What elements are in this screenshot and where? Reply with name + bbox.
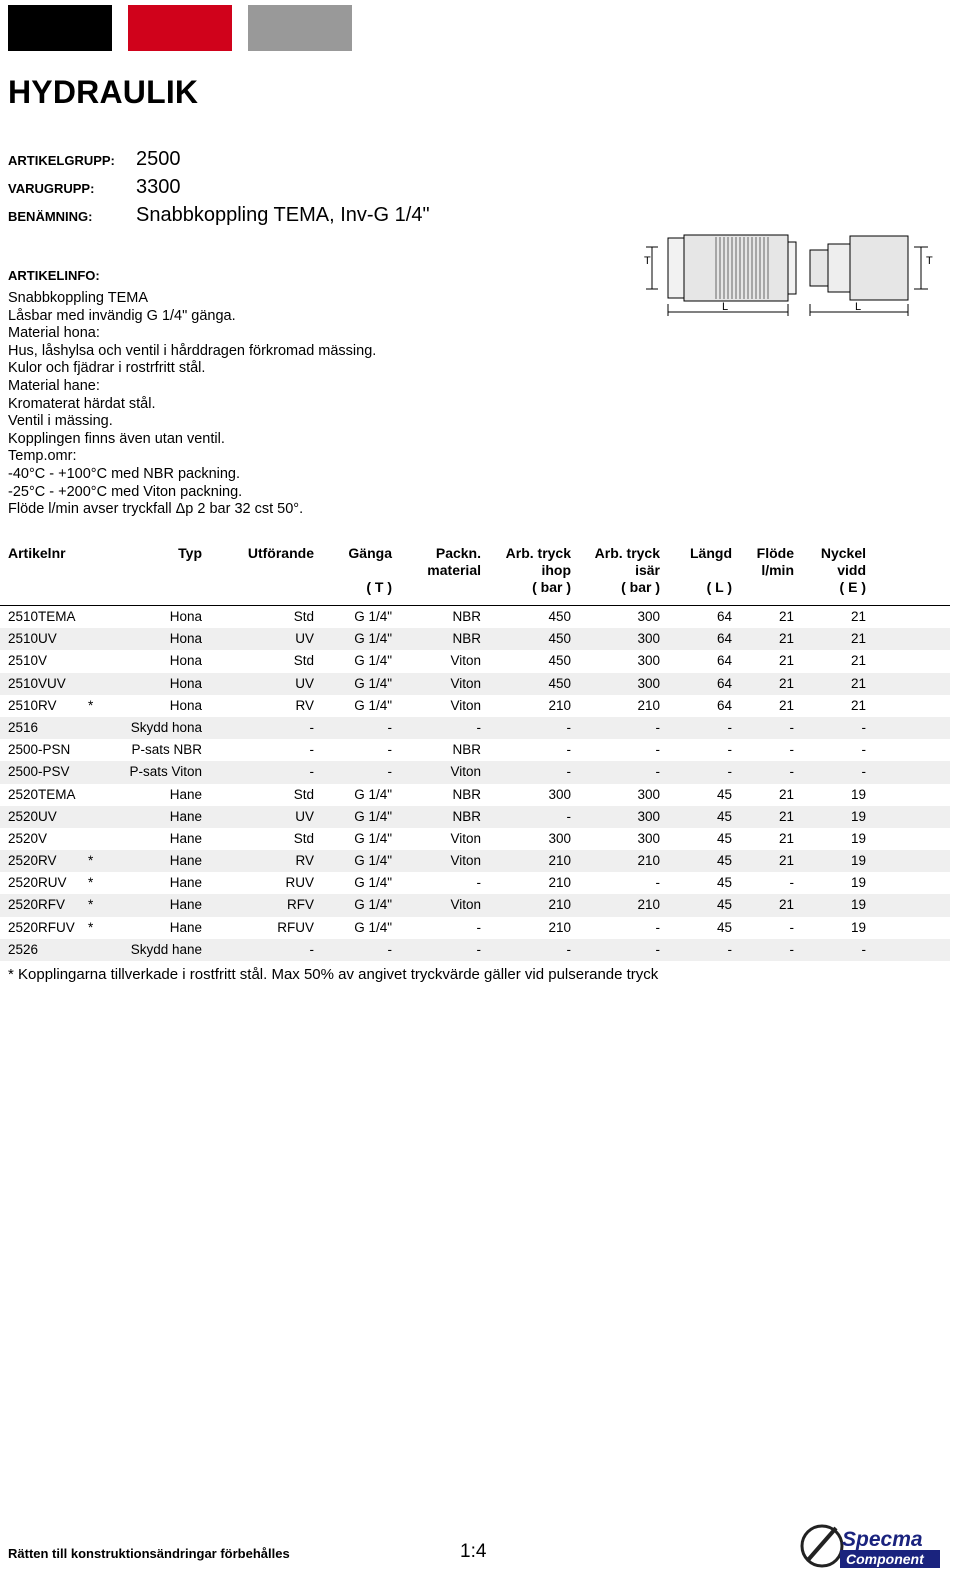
table-cell: 210 xyxy=(637,697,660,713)
table-cell: Hona xyxy=(169,697,202,713)
column-header-line: material xyxy=(427,562,481,578)
table-cell: 64 xyxy=(716,653,732,669)
table-cell: Std xyxy=(293,786,314,802)
meta-varugrupp xyxy=(8,176,181,200)
column-header xyxy=(8,545,66,562)
table-row xyxy=(0,650,950,672)
table-cell: - xyxy=(655,742,660,758)
column-header-line: ( T ) xyxy=(366,579,392,595)
table-cell: 19 xyxy=(850,897,866,913)
table-cell: 2500-PSV xyxy=(8,764,70,780)
table-cell: 64 xyxy=(716,609,732,624)
table-header xyxy=(0,545,950,606)
table-cell: 64 xyxy=(716,631,732,647)
svg-text:Component: Component xyxy=(846,1551,924,1567)
table-cell: Hane xyxy=(169,808,202,824)
table-cell: - xyxy=(309,719,314,735)
table-row xyxy=(0,761,950,783)
table-cell: - xyxy=(789,764,794,780)
table-cell: 300 xyxy=(637,653,660,669)
column-header-line: Utförande xyxy=(247,545,314,561)
table-cell: RV xyxy=(295,697,314,713)
info-line: Kulor och fjädrar i rostrfritt stål. xyxy=(8,360,206,377)
meta-value: 3300 xyxy=(136,176,181,198)
column-header xyxy=(821,545,866,596)
table-cell: UV xyxy=(295,675,314,691)
table-cell: - xyxy=(789,919,794,935)
table-cell: 45 xyxy=(716,786,732,802)
table-cell: 19 xyxy=(850,853,866,869)
table-cell: Std xyxy=(293,830,314,846)
meta-artikelgrupp xyxy=(8,148,181,172)
table-cell: - xyxy=(476,719,481,735)
meta-benamning xyxy=(8,204,430,228)
table-cell: - xyxy=(861,941,866,957)
table-cell: * xyxy=(88,697,94,713)
table-cell: 300 xyxy=(548,786,571,802)
table-cell: Hona xyxy=(169,653,202,669)
table-cell: 300 xyxy=(548,830,571,846)
table-cell: 210 xyxy=(548,919,571,935)
table-cell: Hona xyxy=(169,631,202,647)
table-row xyxy=(0,806,950,828)
column-header xyxy=(506,545,571,596)
svg-text:Specma: Specma xyxy=(842,1528,923,1551)
table-cell: 300 xyxy=(637,786,660,802)
drawing-label-t: T xyxy=(926,255,933,267)
table-cell: Std xyxy=(293,653,314,669)
table-row xyxy=(0,784,950,806)
table-cell: 210 xyxy=(637,853,660,869)
drawing-label-l: L xyxy=(722,301,729,313)
info-line: Kopplingen finns även utan ventil. xyxy=(8,430,225,447)
table-cell: G 1/4" xyxy=(354,631,392,647)
table-cell: - xyxy=(727,742,732,758)
meta-value: 2500 xyxy=(136,148,181,170)
table-cell: 450 xyxy=(548,653,571,669)
table-cell: 45 xyxy=(716,875,732,891)
table-cell: - xyxy=(309,764,314,780)
product-table xyxy=(0,606,950,961)
table-cell: 2510V xyxy=(8,653,48,669)
table-cell: 21 xyxy=(778,697,794,713)
table-cell: 210 xyxy=(548,697,571,713)
table-cell: - xyxy=(861,742,866,758)
table-row xyxy=(0,894,950,916)
specma-logo xyxy=(800,1520,942,1572)
table-cell: RFUV xyxy=(277,919,314,935)
table-cell: 300 xyxy=(637,631,660,647)
table-cell: Hona xyxy=(169,675,202,691)
table-cell: 19 xyxy=(850,786,866,802)
column-header-line: Gänga xyxy=(348,545,392,561)
table-cell: - xyxy=(655,719,660,735)
footnote: * Kopplingarna tillverkade i rostfritt stål. Max 50% av angivet tryckvärde gäller vid pulserande tryck xyxy=(8,966,659,983)
table-cell: - xyxy=(789,742,794,758)
table-cell: 45 xyxy=(716,853,732,869)
column-header-line: ( L ) xyxy=(706,579,732,595)
table-cell: NBR xyxy=(452,631,481,647)
column-header-line: isär xyxy=(635,562,660,578)
column-header xyxy=(595,545,660,596)
table-cell: - xyxy=(655,875,660,891)
column-header-line: ( E ) xyxy=(839,579,866,595)
column-header-line xyxy=(690,562,732,579)
table-cell: RV xyxy=(295,853,314,869)
table-cell: Skydd hane xyxy=(130,941,202,957)
column-header xyxy=(248,545,314,562)
table-cell: 64 xyxy=(716,697,732,713)
table-cell: 21 xyxy=(778,808,794,824)
color-bar-gray xyxy=(248,5,352,51)
table-cell: - xyxy=(476,919,481,935)
table-cell: 300 xyxy=(637,830,660,846)
table-cell: 21 xyxy=(850,653,866,669)
table-cell: 45 xyxy=(716,830,732,846)
column-header xyxy=(348,545,392,596)
table-cell: 21 xyxy=(778,675,794,691)
table-cell: * xyxy=(88,919,94,935)
table-cell: Hane xyxy=(169,919,202,935)
page-number: 1:4 xyxy=(460,1541,487,1562)
table-row xyxy=(0,828,950,850)
table-cell: 21 xyxy=(778,853,794,869)
color-bar-black xyxy=(8,5,112,51)
table-row xyxy=(0,872,950,894)
table-cell: - xyxy=(309,941,314,957)
meta-label: BENÄMNING: xyxy=(8,209,93,224)
table-cell: - xyxy=(476,875,481,891)
table-cell: 2516 xyxy=(8,719,39,735)
table-cell: Hane xyxy=(169,897,202,913)
table-cell: Viton xyxy=(450,764,481,780)
page-title: HYDRAULIK xyxy=(8,74,199,110)
table-cell: - xyxy=(566,941,571,957)
table-cell: NBR xyxy=(452,609,481,624)
table-cell: 2510VUV xyxy=(8,675,66,691)
table-row xyxy=(0,717,950,739)
table-row xyxy=(0,673,950,695)
table-cell: - xyxy=(387,941,392,957)
table-row xyxy=(0,939,950,961)
table-cell: 21 xyxy=(778,609,794,624)
table-cell: G 1/4" xyxy=(354,875,392,891)
table-cell: G 1/4" xyxy=(354,675,392,691)
table-cell: Std xyxy=(293,609,314,624)
table-cell: Viton xyxy=(450,675,481,691)
table-row xyxy=(0,917,950,939)
table-cell: 21 xyxy=(850,697,866,713)
table-cell: - xyxy=(789,941,794,957)
column-header xyxy=(757,545,794,579)
table-cell: - xyxy=(861,719,866,735)
table-cell: 210 xyxy=(637,897,660,913)
table-cell: G 1/4" xyxy=(354,897,392,913)
table-cell: G 1/4" xyxy=(354,808,392,824)
table-cell: G 1/4" xyxy=(354,853,392,869)
table-cell: Hane xyxy=(169,875,202,891)
info-line: Kromaterat härdat stål. xyxy=(8,395,156,412)
table-cell: 21 xyxy=(850,609,866,624)
table-cell: * xyxy=(88,897,94,913)
coupling-drawing xyxy=(638,232,938,322)
table-cell: 21 xyxy=(850,675,866,691)
column-header-line: Längd xyxy=(690,545,732,561)
table-cell: 2510UV xyxy=(8,631,57,647)
info-line: Ventil i mässing. xyxy=(8,413,113,430)
column-header-line: Nyckel xyxy=(820,545,866,561)
column-header-line: l/min xyxy=(761,562,794,578)
table-cell: 2510RV xyxy=(8,697,57,713)
table-cell: NBR xyxy=(452,742,481,758)
table-cell: G 1/4" xyxy=(354,786,392,802)
table-cell: 2526 xyxy=(8,941,39,957)
table-cell: G 1/4" xyxy=(354,609,392,624)
column-header-line xyxy=(348,562,392,579)
table-row xyxy=(0,628,950,650)
meta-value: Snabbkoppling TEMA, Inv-G 1/4" xyxy=(136,204,430,226)
table-cell: UV xyxy=(295,631,314,647)
table-cell: 2520V xyxy=(8,830,48,846)
table-cell: G 1/4" xyxy=(354,830,392,846)
table-cell: 21 xyxy=(778,830,794,846)
table-cell: - xyxy=(566,742,571,758)
info-line: -25°C - +200°C med Viton packning. xyxy=(8,483,243,500)
table-cell: Hane xyxy=(169,853,202,869)
table-row xyxy=(0,695,950,717)
column-header-line: ( bar ) xyxy=(621,579,660,595)
table-cell: - xyxy=(655,941,660,957)
column-header-line: Arb. tryck xyxy=(505,545,571,561)
table-cell: Viton xyxy=(450,853,481,869)
column-header-line: Flöde xyxy=(756,545,794,561)
table-cell: - xyxy=(861,764,866,780)
table-cell: 300 xyxy=(637,675,660,691)
table-cell: G 1/4" xyxy=(354,697,392,713)
column-header-line: ( bar ) xyxy=(532,579,571,595)
table-cell: 64 xyxy=(716,675,732,691)
disclaimer: Rätten till konstruktionsändringar förbehålles xyxy=(8,1546,290,1561)
table-cell: - xyxy=(789,875,794,891)
table-cell: 2510TEMA xyxy=(8,609,76,624)
table-cell: NBR xyxy=(452,786,481,802)
column-header-line: Artikelnr xyxy=(8,545,66,561)
table-cell: 21 xyxy=(778,786,794,802)
table-cell: Hane xyxy=(169,786,202,802)
table-cell: - xyxy=(387,719,392,735)
table-cell: G 1/4" xyxy=(354,919,392,935)
table-cell: 2500-PSN xyxy=(8,742,71,758)
table-cell: - xyxy=(309,742,314,758)
table-cell: - xyxy=(476,941,481,957)
table-cell: - xyxy=(727,764,732,780)
table-cell: - xyxy=(566,764,571,780)
table-cell: - xyxy=(387,764,392,780)
info-line: Snabbkoppling TEMA xyxy=(8,290,148,306)
table-cell: 21 xyxy=(850,631,866,647)
table-cell: 19 xyxy=(850,808,866,824)
drawing-label-l: L xyxy=(855,301,862,313)
table-cell: * xyxy=(88,853,94,869)
info-line: Låsbar med invändig G 1/4" gänga. xyxy=(8,307,236,324)
table-cell: 450 xyxy=(548,675,571,691)
table-row xyxy=(0,739,950,761)
table-cell: 210 xyxy=(548,853,571,869)
drawing-label-t: T xyxy=(644,255,651,267)
table-cell: NBR xyxy=(452,808,481,824)
info-line: Hus, låshylsa och ventil i hårddragen förkromad mässing. xyxy=(8,342,377,359)
table-cell: Skydd hona xyxy=(130,719,202,735)
table-cell: 2520RV xyxy=(8,853,57,869)
column-header-line: vidd xyxy=(837,562,866,578)
table-cell: 19 xyxy=(850,875,866,891)
table-cell: 21 xyxy=(778,653,794,669)
table-cell: 21 xyxy=(778,897,794,913)
column-header xyxy=(178,545,202,562)
table-cell: 450 xyxy=(548,631,571,647)
column-header-line: Typ xyxy=(178,545,202,561)
column-header xyxy=(427,545,481,579)
table-cell: Hona xyxy=(169,609,202,624)
table-cell: 2520RUV xyxy=(8,875,67,891)
table-cell: 19 xyxy=(850,919,866,935)
table-cell: 2520RFUV xyxy=(8,919,75,935)
table-cell: 300 xyxy=(637,808,660,824)
table-cell: Hane xyxy=(169,830,202,846)
table-cell: UV xyxy=(295,808,314,824)
table-cell: Viton xyxy=(450,653,481,669)
column-header xyxy=(690,545,732,596)
table-cell: - xyxy=(789,719,794,735)
table-cell: G 1/4" xyxy=(354,653,392,669)
table-cell: 2520TEMA xyxy=(8,786,76,802)
info-line: Material hona: xyxy=(8,325,100,342)
table-cell: Viton xyxy=(450,697,481,713)
table-cell: - xyxy=(566,808,571,824)
table-cell: 45 xyxy=(716,808,732,824)
info-heading: ARTIKELINFO: xyxy=(8,268,100,283)
table-row xyxy=(0,850,950,872)
column-header-line: ihop xyxy=(541,562,571,578)
table-cell: - xyxy=(566,719,571,735)
table-cell: 19 xyxy=(850,830,866,846)
column-header-line: Arb. tryck xyxy=(594,545,660,561)
table-cell: - xyxy=(655,919,660,935)
table-row xyxy=(0,606,950,628)
table-cell: 210 xyxy=(548,875,571,891)
table-cell: RUV xyxy=(285,875,314,891)
table-cell: * xyxy=(88,875,94,891)
info-text xyxy=(8,290,376,519)
table-cell: 450 xyxy=(548,609,571,624)
table-cell: Viton xyxy=(450,830,481,846)
table-cell: 2520UV xyxy=(8,808,57,824)
table-cell: 2520RFV xyxy=(8,897,66,913)
info-line: -40°C - +100°C med NBR packning. xyxy=(8,465,241,482)
table-cell: 45 xyxy=(716,897,732,913)
color-bar-red xyxy=(128,5,232,51)
table-cell: P-sats Viton xyxy=(129,764,202,780)
table-cell: RFV xyxy=(287,897,314,913)
table-cell: Viton xyxy=(450,897,481,913)
info-line: Temp.omr: xyxy=(8,448,77,465)
table-cell: 45 xyxy=(716,919,732,935)
table-cell: - xyxy=(727,719,732,735)
table-cell: - xyxy=(655,764,660,780)
info-line: Flöde l/min avser tryckfall Δp 2 bar 32 cst 50°. xyxy=(8,501,304,518)
column-header-line: Packn. xyxy=(435,545,481,561)
table-cell: - xyxy=(727,941,732,957)
table-cell: 300 xyxy=(637,609,660,624)
table-cell: - xyxy=(387,742,392,758)
table-cell: 210 xyxy=(548,897,571,913)
table-cell: P-sats NBR xyxy=(131,742,202,758)
table-cell: 21 xyxy=(778,631,794,647)
info-line: Material hane: xyxy=(8,377,100,394)
meta-label: VARUGRUPP: xyxy=(8,181,95,196)
meta-label: ARTIKELGRUPP: xyxy=(8,153,115,168)
